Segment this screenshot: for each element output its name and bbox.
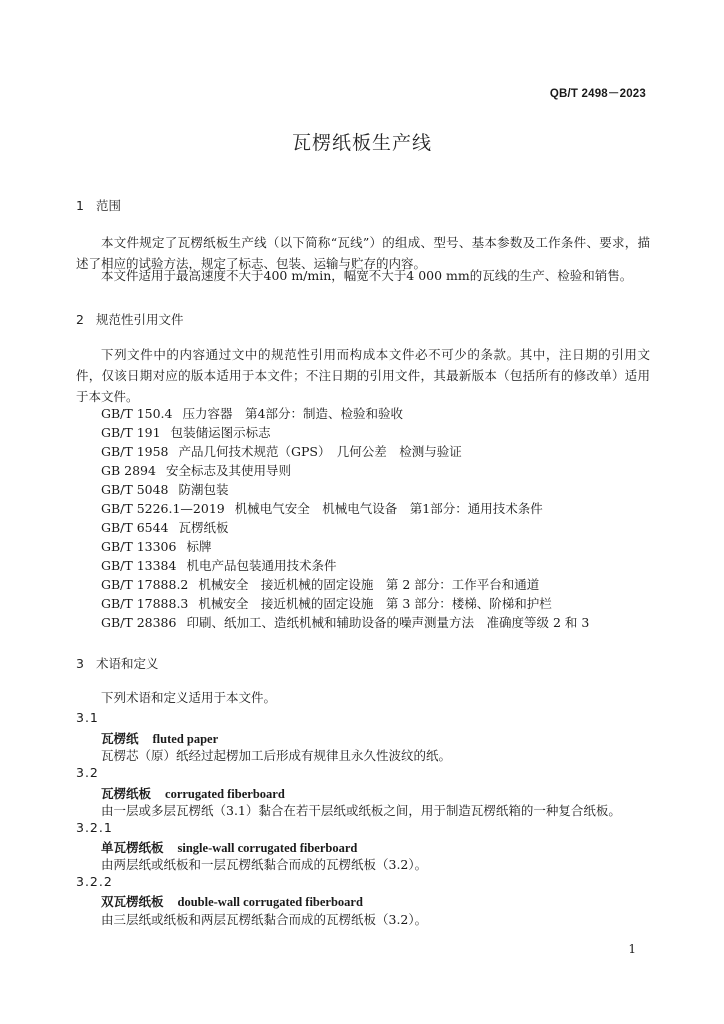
reference-code: GB/T 13306 bbox=[101, 539, 177, 554]
reference-code: GB/T 17888.2 bbox=[101, 577, 189, 592]
term-en: fluted paper bbox=[152, 732, 219, 746]
term-definition: 由两层纸或纸板和一层瓦楞纸黏合而成的瓦楞纸板（3.2）。 bbox=[101, 857, 428, 872]
reference-title: 机械安全 接近机械的固定设施 第 2 部分：工作平台和通道 bbox=[198, 577, 540, 592]
reference-item bbox=[101, 575, 539, 593]
standard-code: QB/T 2498－2023 bbox=[549, 88, 646, 100]
term-number: 3.2 bbox=[76, 765, 99, 780]
reference-code: GB 2894 bbox=[101, 463, 156, 478]
page-number: 1 bbox=[628, 942, 636, 956]
reference-item bbox=[101, 404, 403, 422]
reference-code: GB/T 13384 bbox=[101, 558, 177, 573]
term-heading bbox=[101, 729, 218, 747]
section-number: 1 bbox=[76, 198, 84, 213]
scope-paragraph-2: 本文件适用于最高速度不大于400 m/min，幅宽不大于4 000 mm的瓦线的生产、检验和销售。 bbox=[101, 268, 633, 283]
term-en: double-wall corrugated fiberboard bbox=[177, 895, 363, 909]
reference-code: GB/T 1958 bbox=[101, 444, 169, 459]
term-zh: 双瓦楞纸板 bbox=[101, 894, 164, 909]
reference-title: 机械电气安全 机械电气设备 第1部分：通用技术条件 bbox=[234, 501, 543, 516]
term-definition: 瓦楞芯（原）纸经过起楞加工后形成有规律且永久性波纹的纸。 bbox=[101, 748, 452, 763]
reference-item bbox=[101, 480, 229, 498]
term-heading bbox=[101, 784, 285, 802]
reference-title: 标牌 bbox=[186, 539, 212, 554]
reference-item bbox=[101, 537, 211, 555]
reference-code: GB/T 5048 bbox=[101, 482, 169, 497]
terms-intro: 下列术语和定义适用于本文件。 bbox=[101, 690, 277, 705]
normative-intro: 下列文件中的内容通过文中的规范性引用而构成本文件必不可少的条款。其中，注日期的引用文件，仅该日期对应的版本适用于本文件；不注日期的引用文件，其最新版本（包括所有的修改单）适用于本文件。 bbox=[76, 347, 650, 404]
term-heading bbox=[101, 892, 363, 910]
term-zh: 瓦楞纸板 bbox=[101, 786, 152, 801]
reference-title: 瓦楞纸板 bbox=[178, 520, 229, 535]
reference-code: GB/T 5226.1—2019 bbox=[101, 501, 225, 516]
reference-item bbox=[101, 594, 552, 612]
section-title: 规范性引用文件 bbox=[96, 312, 184, 327]
term-definition: 由一层或多层瓦楞纸（3.1）黏合在若干层纸或纸板之间，用于制造瓦楞纸箱的一种复合纸板。 bbox=[101, 803, 621, 818]
reference-item bbox=[101, 499, 543, 517]
section-number: 2 bbox=[76, 312, 84, 327]
section-title: 术语和定义 bbox=[96, 656, 159, 671]
reference-title: 机械安全 接近机械的固定设施 第 3 部分：楼梯、阶梯和护栏 bbox=[198, 596, 552, 611]
section-title: 范围 bbox=[96, 198, 122, 213]
term-en: corrugated fiberboard bbox=[165, 787, 285, 801]
reference-title: 印刷、纸加工、造纸机械和辅助设备的噪声测量方法 准确度等级 2 和 3 bbox=[186, 615, 590, 630]
reference-code: GB/T 17888.3 bbox=[101, 596, 189, 611]
reference-title: 安全标志及其使用导则 bbox=[165, 463, 291, 478]
reference-code: GB/T 191 bbox=[101, 425, 161, 440]
reference-code: GB/T 28386 bbox=[101, 615, 177, 630]
reference-item bbox=[101, 442, 462, 460]
term-heading bbox=[101, 838, 357, 856]
reference-item bbox=[101, 423, 271, 441]
reference-item bbox=[101, 556, 336, 574]
term-number: 3.2.1 bbox=[76, 820, 113, 835]
term-number: 3.2.2 bbox=[76, 874, 113, 889]
reference-title: 机电产品包装通用技术条件 bbox=[186, 558, 337, 573]
term-number: 3.1 bbox=[76, 710, 99, 725]
section-3-heading bbox=[76, 654, 159, 672]
reference-title: 防潮包装 bbox=[178, 482, 229, 497]
reference-code: GB/T 150.4 bbox=[101, 406, 173, 421]
term-zh: 单瓦楞纸板 bbox=[101, 840, 164, 855]
reference-title: 包装储运图示标志 bbox=[170, 425, 271, 440]
section-number: 3 bbox=[76, 656, 84, 671]
reference-title: 产品几何技术规范（GPS） 几何公差 检测与验证 bbox=[178, 444, 462, 459]
section-2-heading bbox=[76, 310, 184, 328]
reference-title: 压力容器 第4部分：制造、检验和验收 bbox=[182, 406, 403, 421]
term-zh: 瓦楞纸 bbox=[101, 731, 139, 746]
document-title: 瓦楞纸板生产线 bbox=[291, 132, 432, 154]
reference-item bbox=[101, 613, 589, 631]
reference-item bbox=[101, 518, 229, 536]
section-1-heading bbox=[76, 196, 121, 214]
scope-paragraph-1: 本文件规定了瓦楞纸板生产线（以下简称“瓦线”）的组成、型号、基本参数及工作条件、要求，描述了相应的试验方法，规定了标志、包装、运输与贮存的内容。 bbox=[76, 235, 650, 271]
reference-item bbox=[101, 461, 291, 479]
term-en: single-wall corrugated fiberboard bbox=[177, 841, 358, 855]
term-definition: 由三层纸或纸板和两层瓦楞纸黏合而成的瓦楞纸板（3.2）。 bbox=[101, 912, 428, 927]
reference-code: GB/T 6544 bbox=[101, 520, 169, 535]
